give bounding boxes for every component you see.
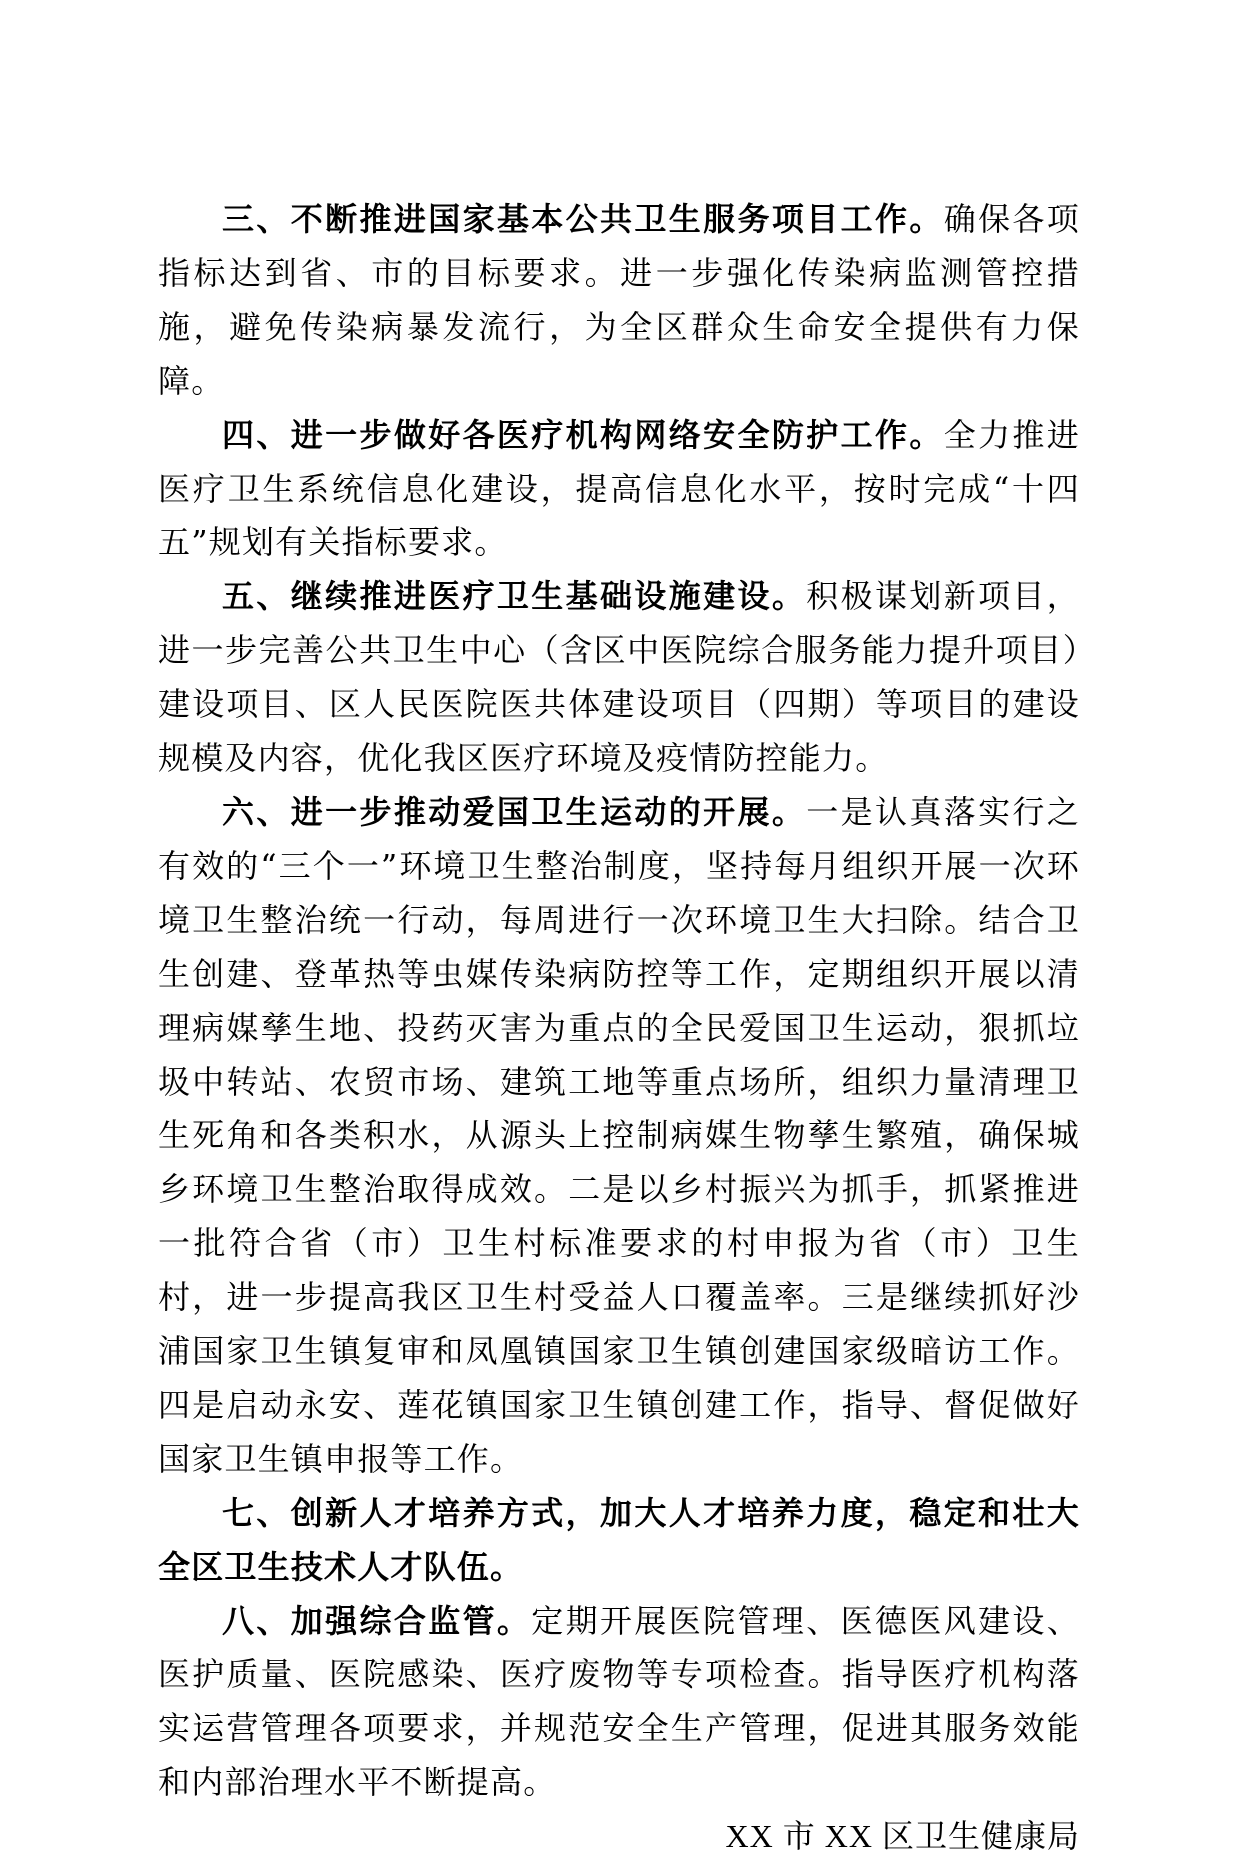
section-8-heading: 八、加强综合监管。	[222, 1601, 532, 1640]
section-3-heading: 三、不断推进国家基本公共卫生服务项目工作。	[222, 200, 944, 238]
section-7-heading: 七、创新人才培养方式，加大人才培养力度，稳定和壮大全区卫生技术人才队伍。	[158, 1493, 1080, 1586]
signature: XX 市 XX 区卫生健康局	[725, 1818, 1080, 1855]
section-6	[158, 786, 1080, 1487]
document-page	[158, 193, 1080, 1864]
section-5-heading: 五、继续推进医疗卫生基础设施建设。	[222, 577, 807, 616]
section-5	[158, 570, 1080, 786]
section-6-body: 一是认真落实行之有效的“三个一”环境卫生整治制度，坚持每月组织开展一次环境卫生整治统一行动，每周进行一次环境卫生大扫除。结合卫生创建、登革热等虫媒传染病防控等工作，定期组织开展以清理病媒孳生地、投药灭害为重点的全民爱国卫生运动，狠抓垃圾中转站、农贸市场、建筑工地等重点场所，组织力量清理卫生死角和各类积水，从源头上控制病媒生物孳生繁殖，确保城乡环境卫生整治取得成效。二是以乡村振兴为抓手，抓紧推进一批符合省（市）卫生村标准要求的村申报为省（市）卫生村，进一步提高我区卫生村受益人口覆盖率。三是继续抓好沙浦国家卫生镇复审和凤凰镇国家卫生镇创建国家级暗访工作。四是启动永安、莲花镇国家卫生镇创建工作，指导、督促做好国家卫生镇申报等工作。	[158, 792, 1080, 1478]
section-3	[158, 193, 1080, 409]
section-4-heading: 四、进一步做好各医疗机构网络安全防护工作。	[222, 415, 944, 454]
section-6-heading: 六、进一步推动爱国卫生运动的开展。	[222, 792, 807, 831]
section-8	[158, 1595, 1080, 1811]
section-7	[158, 1487, 1080, 1595]
section-5-body: 积极谋划新项目，进一步完善公共卫生中心（含区中医院综合服务能力提升项目）建设项目、区人民医院医共体建设项目（四期）等项目的建设规模及内容，优化我区医疗环境及疫情防控能力。	[158, 577, 1080, 778]
section-8-body: 定期开展医院管理、医德医风建设、医护质量、医院感染、医疗废物等专项检查。指导医疗机构落实运营管理各项要求，并规范安全生产管理，促进其服务效能和内部治理水平不断提高。	[158, 1601, 1080, 1802]
section-3-body: 确保各项指标达到省、市的目标要求。进一步强化传染病监测管控措施，避免传染病暴发流行，为全区群众生命安全提供有力保障。	[158, 200, 1081, 400]
section-4	[158, 409, 1080, 571]
section-4-body: 全力推进医疗卫生系统信息化建设，提高信息化水平，按时完成“十四五”规划有关指标要求。	[158, 415, 1081, 562]
